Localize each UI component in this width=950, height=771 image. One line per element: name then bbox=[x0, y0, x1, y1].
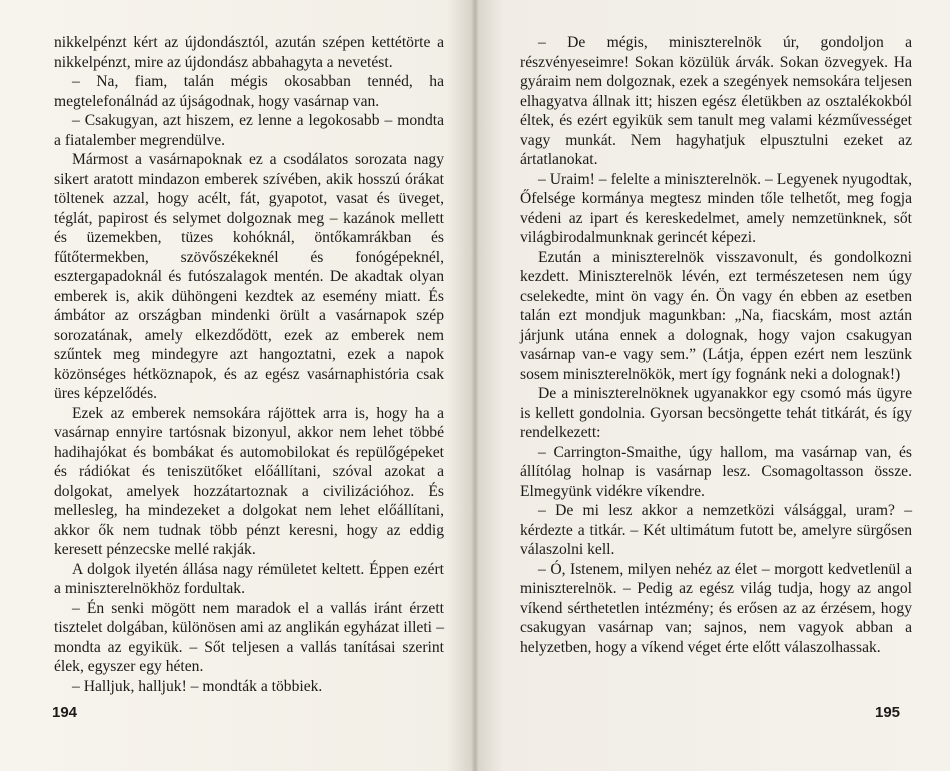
left-page-text bbox=[54, 33, 444, 696]
paragraph: – De mi lesz akkor a nemzetközi válsággal, uram? – kérdezte a titkár. – Két ultimátum futott be, amelyre sürgősen válaszolni kell. bbox=[520, 502, 912, 558]
paragraph: A dolgok ilyetén állása nagy rémületet keltett. Éppen ezért a miniszterelnökhöz fordultak. bbox=[54, 560, 444, 597]
paragraph: – Én senki mögött nem maradok el a vallás iránt érzett tisztelet dolgában, különösen ami az anglikán egyházat illeti – mondta az egyikük. – Sőt teljesen a vallás tanításai szerint élek, egyszer egy héten. bbox=[54, 599, 444, 675]
page-number: 194 bbox=[52, 704, 78, 721]
paragraph: nikkelpénzt kért az újdondásztól, azután szépen kettétörte a nikkelpénzt, mire az újdondász abbahagyta a nevetést. bbox=[54, 34, 444, 71]
right-page bbox=[475, 0, 950, 771]
paragraph: – Csakugyan, azt hiszem, ez lenne a legokosabb – mondta a fiatalember megrendülve. bbox=[54, 112, 444, 149]
paragraph: Mármost a vasárnapoknak ez a csodálatos sorozata nagy sikert aratott mindazon emberek szívében, akik hosszú órákat töltenek azzal, hogy acélt, fát, gyapotot, vasat és üveget, téglát, papirost és selymet dolgoznak meg – kazánok mellett és üzemekben, tüzes kohóknál, öntőkamrákban és fűtőtermekben, szövőszékeknél és fonógépeknél, esztergapadoknál és futószalagok mentén. De akadtak olyan emberek is, akik dühöngeni kezdtek az esemény miatt. És ámbátor az országban mindenki örült a vasárnapok szép sorozatának, amely elkezdődött, ezek az emberek nem szűntek meg mindegyre azt hangoztatni, ezek a napok közönséges hétköznapok, és az egész vasárnaphistória csak üres képzelődés. bbox=[54, 151, 444, 402]
page-number: 195 bbox=[875, 704, 901, 721]
paragraph: – Uraim! – felelte a miniszterelnök. – Legyenek nyugodtak, Őfelsége kormánya megtesz minden tőle telhetőt, meg fogja védeni az ipart és kereskedelmet, amely nemzetünknek, sőt világbirodalmunknak gerincét képezi. bbox=[520, 170, 912, 246]
right-page-text bbox=[520, 33, 912, 657]
paragraph: – Carrington-Smaithe, úgy hallom, ma vasárnap van, és állítólag holnap is vasárnap lesz. Csomagoltasson össze. Elmegyünk vidékre víkendre. bbox=[520, 443, 912, 500]
paragraph: Ezután a miniszterelnök visszavonult, és gondolkozni kezdett. Miniszterelnök lévén, ezt természetesen nem úgy cselekedte, mint ön vagy én. Ön vagy én ebben az esetben talán ezt mondjuk magunkban: „Na, fiacskám, most aztán járjunk utána ennek a dolognak, hogy vajon csakugyan vasárnap van-e vagy sem.” (Látja, éppen ezért nem leszünk sosem miniszterelnökök, mert így fognánk neki a dolognak!) bbox=[520, 248, 912, 383]
paragraph: De a miniszterelnöknek ugyanakkor egy csomó más ügyre is kellett gondolnia. Gyorsan becsöngette tehát titkárát, és így rendelkezett: bbox=[520, 385, 912, 441]
paragraph: – Ó, Istenem, milyen nehéz az élet – morgott kedvetlenül a miniszterelnök. – Pedig az egész világ tudja, hogy az angol víkend sérthetetlen intézmény; és erősen az az érzésem, hogy csakugyan vasárnap van; sajnos, nem vagyok abban a helyzetben, hogy a víkend véget érte előtt válaszolhassak. bbox=[520, 560, 912, 656]
paragraph: Ezek az emberek nemsokára rájöttek arra is, hogy ha a vasárnap ennyire tartósnak bizonyul, akkor nem lehet többé hadihajókat és bombákat és automobilokat és repülőgépeket és rádiókat és teniszütőket előállítani, szóval azokat a dolgokat, amelyek hozzátartoznak a civilizációhoz. És mellesleg, ha mindezeket a dolgokat nem lehet előállítani, akkor ők nem tudnak több pénzt keresni, hogy az eddig keresett pénzecske mellé rakják. bbox=[54, 404, 444, 558]
paragraph: – Na, fiam, talán mégis okosabban tennéd, ha megtelefonálnád az újságodnak, hogy vasárnap van. bbox=[54, 73, 444, 110]
paragraph: – Halljuk, halljuk! – mondták a többiek. bbox=[72, 677, 323, 695]
paragraph: – De mégis, miniszterelnök úr, gondoljon a részvényeseimre! Sokan közülük árvák. Sokan özvegyek. Ha gyáraim nem dolgoznak, ezek a szegények nemsokára teljesen elhagyatva állnak itt; hiszen egész életükben az osztalékokból éltek, és ezért egyikük sem tanult meg valami kézművességet vagy munkát. Nem hagyhatjuk elpusztulni ezeket az ártatlanokat. bbox=[520, 34, 912, 168]
